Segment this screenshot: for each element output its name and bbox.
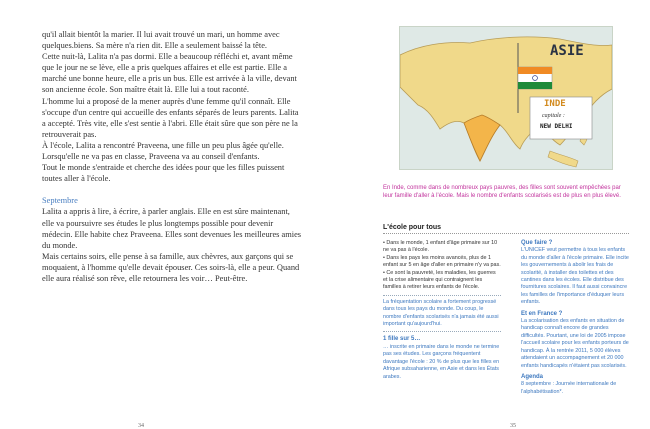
- story-paragraph: À l'école, Lalita a rencontré Praveena, une fille un peu plus âgée qu'elle. Lorsqu'elle ne va pas en classe, Praveena va au conseil d'enfants.: [42, 140, 284, 162]
- map-caption: En Inde, comme dans de nombreux pays pauvres, des filles sont souvent empêchées par leur famille d'aller à l'école. Mais le nombre d'enfants scolarisés est de plus en plus élevé.: [383, 185, 621, 200]
- story-paragraph: Lalita a appris à lire, à écrire, à parler anglais. Elle en est sûre maintenant, elle va poursuivre ses études le plus longtemps possible pour devenir médecin. Elle habite chez Praveena. Elles sont devenues les meilleures amies du monde.: [42, 207, 302, 250]
- divider: [383, 331, 501, 332]
- page-number-right: 35: [510, 423, 516, 429]
- story-paragraph: Mais certains soirs, elle pense à sa famille, aux chèvres, aux garçons qui se moquaient, à l'homme qu'elle devait épouser. Ces soirs-là, elle a peur. Quand elle aura réalisé son rêve, elle retournera les voir… Peut-être.: [42, 251, 300, 283]
- divider: [383, 233, 629, 234]
- section-heading: Et en France ?: [521, 310, 563, 317]
- map-capital-label: capitale :: [542, 113, 565, 119]
- map-country: INDE: [544, 99, 566, 109]
- section-text: … inscrite en primaire dans le monde ne termine pas ses études. Les garçons fréquentent davantage l'école : 20 % de plus que les filles en Afrique subsaharienne, en Asie et dans les États arabes.: [383, 343, 500, 380]
- story-paragraph: L'homme lui a proposé de la mener auprès d'une femme qu'il connaît. Elle s'occupe d'un centre qui accueille des enfants séparés de leurs parents. Lalita a accepté. Très vite, elle s'est sentie à l'abri. Elle était sûre que son père ne la retrouverait pas.: [42, 96, 299, 139]
- map-capital: NEW DELHI: [540, 123, 573, 130]
- highlight-paragraph: La fréquentation scolaire a fortement progressé dans tous les pays du monde. Du coup, le nombre d'enfants scolarisés n'a jamais été aussi important qu'aujourd'hui.: [383, 298, 499, 328]
- section-text: 8 septembre : Journée internationale de l'alphabétisation*.: [521, 381, 617, 395]
- asia-map-illustration: [399, 26, 613, 170]
- box-title: L'école pour tous: [383, 224, 442, 231]
- divider: [383, 295, 501, 296]
- left-page: [0, 0, 325, 428]
- facts-column-1: [383, 240, 501, 381]
- bullet-item: • Dans le monde, 1 enfant d'âge primaire sur 10 ne va pas à l'école.: [383, 240, 498, 254]
- bullet-item: • Ce sont la pauvreté, les maladies, les guerres et la crise alimentaire qui contraignent les familles à retirer leurs enfants de l'école.: [383, 269, 496, 291]
- month-heading: Septembre: [42, 196, 78, 206]
- section-heading: Que faire ?: [521, 240, 553, 246]
- section-heading: 1 fille sur 5…: [383, 336, 421, 343]
- section-heading: Agenda: [521, 373, 544, 380]
- story-text: [42, 29, 304, 284]
- page-number-left: 34: [138, 423, 144, 429]
- section-text: L'UNICEF veut permettre à tous les enfants du monde d'aller à l'école primaire. Elle incite les gouvernements à abolir les frais de scolarité, à installer des toilettes et des cantines dans les écoles. Elle distribue des fournitures scolaires. Il faut aussi convaincre les familles de l'importance d'éduquer leurs enfants.: [521, 247, 629, 306]
- section-text: La scolarisation des enfants en situation de handicap connaît encore de grandes difficultés. Pourtant, une loi de 2005 impose l'accueil scolaire pour les enfants porteurs de handicap. À la rentrée 2011, 5 000 élèves attendaient un accompagnement et 20 000 enfants handicapés n'étaient pas scolarisés.: [521, 318, 629, 369]
- map-title: ASIE: [550, 43, 584, 59]
- facts-column-2: [521, 240, 629, 396]
- story-paragraph: qu'il allait bientôt la marier. Il lui avait trouvé un mari, un homme avec quelques.biens. Sa mère n'a rien dit. Elle a seulement baissé la tête.: [42, 30, 280, 51]
- bullet-item: • Dans les pays les moins avancés, plus de 1 enfant sur 5 en âge d'aller en primaire n'y va pas.: [383, 254, 501, 269]
- story-paragraph: Cette nuit-là, Lalita n'a pas dormi. Elle a beaucoup réfléchi et, avant même que le jour ne se lève, elle a pris quelques affaires et elle est partie. Elle a marché une bonne heure, elle a pris un bus. Elle est arrivée à la ville, devant son ancienne école. Son maître était là. Elle lui a tout raconté.: [42, 52, 297, 95]
- story-paragraph: Tout le monde s'entraide et cherche des idées pour que les filles puissent toutes aller à l'école.: [42, 163, 285, 184]
